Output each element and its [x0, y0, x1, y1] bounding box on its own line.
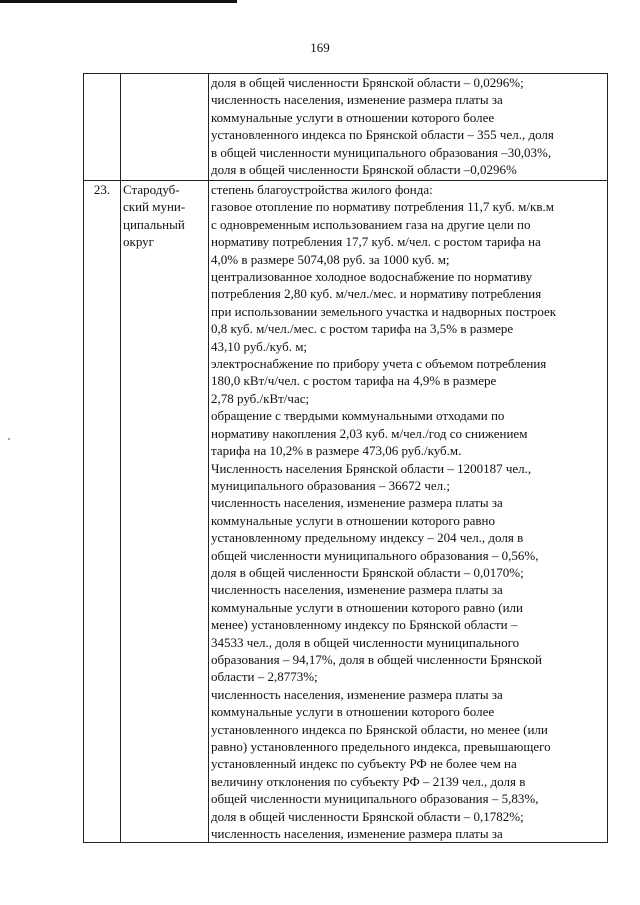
text-line: газовое отопление по нормативу потребления 11,7 куб. м/кв.м [211, 199, 554, 215]
text-line: коммунальные услуги в отношении которого более [211, 704, 495, 720]
text-line: Стародуб- [123, 182, 180, 197]
text-line: тарифа на 10,2% в размере 473,06 руб./куб.м. [211, 443, 462, 459]
text-line: обращение с твердыми коммунальными отходами по [211, 408, 505, 424]
text-line: установленного индекса по Брянской области – 355 чел., доля [211, 127, 554, 143]
data-table [83, 73, 608, 843]
text-line: коммунальные услуги в отношении которого равно (или [211, 599, 523, 615]
text-line: степень благоустройства жилого фонда: [211, 182, 433, 197]
text-line: численность населения, изменение размера платы за [211, 92, 503, 108]
text-line: доля в общей численности Брянской области – 0,0296%; [211, 75, 524, 90]
text-line: численность населения, изменение размера платы за [211, 826, 503, 842]
text-line: общей численности муниципального образования – 5,83%, [211, 791, 539, 807]
text-line: доля в общей численности Брянской области –0,0296% [211, 162, 517, 178]
text-line: образования – 94,17%, доля в общей численности Брянской [211, 651, 543, 667]
text-line: нормативу потребления 17,7 куб. м/чел. с ростом тарифа на [211, 234, 541, 250]
text-line: ципальный [123, 216, 185, 232]
text-line: нормативу накопления 2,03 куб. м/чел./год со снижением [211, 425, 528, 441]
text-line: муниципального образования – 36672 чел.; [211, 477, 451, 493]
text-line: равно) установленного предельного индекса, превышающего [211, 739, 551, 754]
table-row-23 [84, 181, 608, 843]
row-number-cell: 23. [84, 181, 121, 843]
indicators-cell [209, 74, 608, 181]
top-rule [0, 0, 237, 3]
text-line: Численность населения Брянской области – 1200187 чел., [211, 460, 532, 476]
text-line: электроснабжение по прибору учета с объемом потребления [211, 356, 547, 372]
text-line: 43,10 руб./куб. м; [211, 338, 308, 354]
text-line: доля в общей численности Брянской области – 0,0170%; [211, 564, 524, 580]
indicators-cell [209, 181, 608, 843]
row-number-cell [84, 74, 121, 181]
text-line: округ [123, 234, 154, 250]
text-line: доля в общей численности Брянской области – 0,1782%; [211, 808, 524, 824]
text-line: установленного индекса по Брянской области, но менее (или [211, 721, 548, 737]
text-line: общей численности муниципального образования – 0,56%, [211, 547, 539, 563]
text-line: численность населения, изменение размера платы за [211, 686, 503, 702]
text-line: при использовании земельного участка и надворных построек [211, 303, 557, 319]
text-line: 4,0% в размере 5074,08 руб. за 1000 куб. м; [211, 251, 450, 267]
text-line: величину отклонения по субъекту РФ – 2139 чел., доля в [211, 773, 526, 789]
text-line: численность населения, изменение размера платы за [211, 495, 503, 511]
text-line: 34533 чел., доля в общей численности муниципального [211, 634, 520, 650]
text-line: коммунальные услуги в отношении которого более [211, 109, 495, 125]
text-line: в общей численности муниципального образования –30,03%, [211, 144, 552, 160]
page-number: 169 [310, 40, 330, 55]
text-line: установленный индекс по субъекту РФ не более чем на [211, 756, 517, 772]
text-line: области – 2,8773%; [211, 669, 318, 685]
municipality-name-cell [121, 74, 209, 181]
text-line: 2,78 руб./кВт/час; [211, 390, 310, 406]
table-row-continued [84, 74, 608, 181]
margin-dot [8, 438, 10, 440]
text-line: с одновременным использованием газа на другие цели по [211, 216, 531, 232]
text-line: централизованное холодное водоснабжение по нормативу [211, 269, 533, 285]
text-line: 0,8 куб. м/чел./мес. с ростом тарифа на 3,5% в размере [211, 321, 514, 337]
text-line: установленному предельному индексу – 204 чел., доля в [211, 530, 524, 546]
text-line: численность населения, изменение размера платы за [211, 582, 503, 598]
text-line: коммунальные услуги в отношении которого равно [211, 512, 496, 528]
text-line: 180,0 кВт/ч/чел. с ростом тарифа на 4,9% в размере [211, 373, 497, 389]
text-line: менее) установленному индексу по Брянской области – [211, 617, 518, 633]
municipality-name-cell [121, 181, 209, 843]
text-line: потребления 2,80 куб. м/чел./мес. и нормативу потребления [211, 286, 542, 302]
text-line: ский муни- [123, 199, 186, 215]
